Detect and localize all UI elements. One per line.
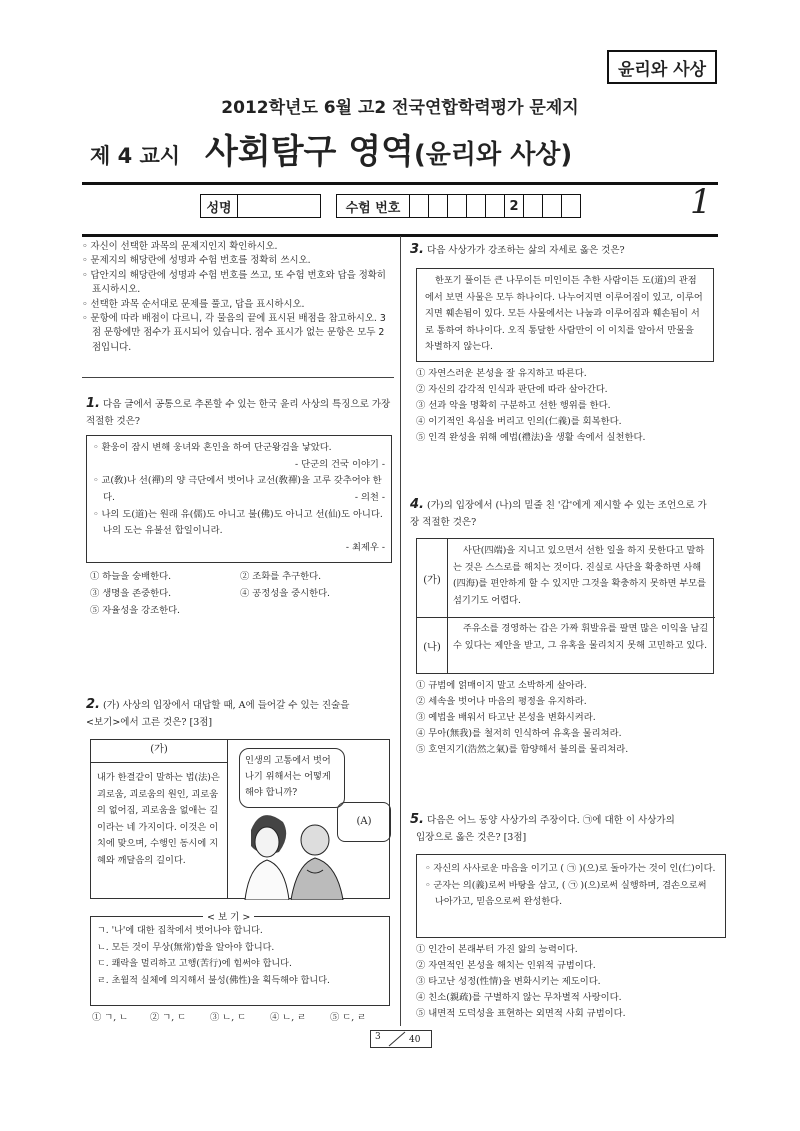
choice[interactable]: ① 자연스러운 본성을 잘 유지하고 따른다. <box>416 368 587 379</box>
question-number: 2. <box>86 697 100 712</box>
page-number: 1 <box>690 182 712 222</box>
exam-number-box <box>336 194 581 218</box>
question-text: <보기>에서 고른 것은? [3점] <box>86 717 213 728</box>
bubble-text: 인생의 고통에서 벗어나기 위해서는 어떻게 해야 합니까? <box>245 755 331 798</box>
q2-figure-box <box>90 739 390 899</box>
q5-item: ◦ 자신의 사사로운 마음을 이기고 ( ㉠ )(으)로 돌아가는 것이 인(仁)이다. <box>425 863 716 874</box>
choice[interactable]: ③ 선과 악을 명확히 구분하고 선한 행위를 한다. <box>416 400 611 411</box>
exam-number-label: 수험 번호 <box>337 195 410 217</box>
choice[interactable]: ⑤ 호연지기(浩然之氣)를 함양해서 불의를 물리쳐라. <box>416 744 629 755</box>
choice[interactable]: ④ 공정성을 중시한다. <box>240 588 331 599</box>
choice[interactable]: ⑤ ㄷ, ㄹ <box>330 1012 367 1023</box>
page-current: 3 <box>375 1032 381 1042</box>
exam-number-cell[interactable]: 2 <box>505 195 524 217</box>
choice[interactable]: ⑤ 인격 완성을 위해 예법(禮法)을 생활 속에서 실천한다. <box>416 432 646 443</box>
question-text: (가)의 입장에서 (나)의 밑줄 친 '갑'에게 제시할 수 있는 조언으로 가장 적절한 것은? <box>410 500 707 528</box>
slash-icon <box>371 1031 431 1047</box>
speech-bubble <box>239 748 345 808</box>
exam-number-cell[interactable] <box>524 195 543 217</box>
bogi-item: ㄷ. 쾌락을 멀리하고 고행(苦行)에 힘써야 합니다. <box>97 959 292 969</box>
choice[interactable]: ④ 친소(親疏)를 구별하지 않는 무차별적 사랑이다. <box>416 992 622 1003</box>
choice[interactable]: ③ 타고난 성정(性情)을 변화시키는 제도이다. <box>416 976 601 987</box>
bogi-box <box>90 912 390 1006</box>
question-number: 4. <box>410 497 424 512</box>
area-main: 사회탐구 영역 <box>205 132 414 172</box>
choice[interactable]: ② 조화를 추구한다. <box>240 571 322 582</box>
ga-text: 내가 한결같이 말하는 법(法)은 괴로움, 괴로움의 원인, 괴로움의 없어짐, 괴로움을 없애는 길이라는 네 가지이다. 이것은 이치에 맞으며, 수행인 동시에 지혜와 깨달음의 길이다. <box>97 772 220 866</box>
question-1 <box>86 395 394 430</box>
ga-label: (가) <box>417 539 448 618</box>
choice[interactable]: ③ 예법을 배워서 타고난 본성을 변화시켜라. <box>416 712 596 723</box>
exam-number-cell[interactable] <box>467 195 486 217</box>
instruction-item: ◦ 자신이 선택한 과목의 문제지인지 확인하시오. <box>82 241 278 252</box>
q5-source-box <box>416 854 726 938</box>
na-text: 주유소를 경영하는 갑은 가짜 휘발유를 팔면 많은 이익을 남길 수 있다는 제안을 받고, 그 유혹을 물리치지 못해 고민하고 있다. <box>453 623 709 651</box>
name-label: 성명 <box>201 195 238 217</box>
choice[interactable]: ② 자신의 감각적 인식과 판단에 따라 살아간다. <box>416 384 608 395</box>
choice[interactable]: ④ 무아(無我)를 철저히 인식하여 유혹을 물리쳐라. <box>416 728 622 739</box>
q1-item-source: - 최제우 - <box>345 541 385 553</box>
name-field[interactable] <box>238 195 320 217</box>
instructions-rule <box>82 377 394 378</box>
choice[interactable]: ① 인간이 본래부터 가진 앎의 능력이다. <box>416 944 578 955</box>
bogi-item: ㄹ. 초월적 실체에 의지해서 불성(佛性)을 획득해야 합니다. <box>97 975 330 986</box>
choice[interactable]: ④ ㄴ, ㄹ <box>270 1012 307 1023</box>
q3-passage-box <box>416 268 714 362</box>
ga-label: (가) <box>91 740 228 763</box>
column-divider <box>400 236 401 1026</box>
answer-bubble-a: (A) <box>337 802 391 842</box>
choice[interactable]: ③ 생명을 존중한다. <box>90 588 172 599</box>
question-4 <box>410 496 715 531</box>
bogi-item: ㄱ. '나'에 대한 집착에서 벗어나야 합니다. <box>97 926 263 936</box>
exam-number-cell[interactable] <box>486 195 505 217</box>
area-title <box>205 124 572 173</box>
question-text: 입장으로 옳은 것은? [3점] <box>416 832 527 843</box>
choice[interactable]: ① 규범에 얽매이지 말고 소박하게 살아라. <box>416 680 587 691</box>
q3-passage: 한포기 풀이든 큰 나무이든 미인이든 추한 사람이든 도(道)의 관점에서 보면 사물은 모두 하나이다. 나누어지면 이루어짐이 있고, 이루어지면 훼손됨이 있다. 모든 사물에서는 나눔과 이루어짐과 훼손됨이 서로 통하여 하나이다. 오직 통달한 사람만이 이 이치를 알아서 만물을 차별하지 않는다. <box>425 275 703 352</box>
question-number: 1. <box>86 396 100 411</box>
page-total: 40 <box>409 1035 421 1045</box>
q1-item: ◦ 교(敎)나 선(禪)의 양 극단에서 벗어나 교선(敎禪)을 고루 갖추어야 한다. <box>93 475 382 503</box>
choice[interactable]: ① 하늘을 숭배한다. <box>90 571 172 582</box>
bogi-item: ㄴ. 모든 것이 무상(無常)함을 알아야 합니다. <box>97 942 275 953</box>
q1-item: ◦ 나의 도(道)는 원래 유(儒)도 아니고 불(佛)도 아니고 선(仙)도 아니다. 나의 도는 유불선 합일이니라. <box>93 508 383 536</box>
instruction-item: ◦ 문제지의 해당란에 성명과 수험 번호를 정확히 쓰시오. <box>82 255 311 267</box>
question-text: (가) 사상의 입장에서 대답할 때, A에 들어갈 수 있는 진술을 <box>103 700 350 711</box>
choice[interactable]: ② 세속을 벗어나 마음의 평정을 유지하라. <box>416 696 587 707</box>
question-number: 3. <box>410 242 424 257</box>
instruction-item: ◦ 선택한 과목 순서대로 문제를 풀고, 답을 표시하시오. <box>82 298 305 310</box>
q1-item-source: - 단군의 건국 이야기 - <box>295 458 385 470</box>
question-text: 다음은 어느 동양 사상가의 주장이다. ㉠에 대한 이 사상가의 <box>427 815 675 826</box>
instruction-item: ◦ 문항에 따라 배점이 다르니, 각 물음의 끝에 표시된 배점을 참고하시오. 3점 문항에만 점수가 표시되어 있습니다. 점수 표시가 없는 문항은 모두 2점입니다. <box>82 313 386 353</box>
choice[interactable]: ⑤ 자율성을 강조한다. <box>90 605 181 616</box>
q5-item: ◦ 군자는 의(義)로써 바탕을 삼고, ( ㉠ )(으)로써 실행하며, 겸손으로써 나아가고, 믿음으로써 완성한다. <box>425 879 707 907</box>
choice[interactable]: ② ㄱ, ㄷ <box>150 1012 187 1023</box>
choice[interactable]: ① ㄱ, ㄴ <box>92 1012 129 1023</box>
instruction-item: ◦ 답안지의 해당란에 성명과 수험 번호를 쓰고, 또 수험 번호와 답을 정확히 표시하시오. <box>82 269 386 296</box>
instructions <box>82 240 392 355</box>
q1-item-source: - 의천 - <box>354 492 385 503</box>
question-2 <box>86 696 396 731</box>
page-counter <box>370 1030 432 1048</box>
choice[interactable]: ⑤ 내면적 도덕성을 표현하는 외면적 사회 규범이다. <box>416 1008 626 1019</box>
exam-number-cell[interactable] <box>562 195 580 217</box>
question-3 <box>410 241 715 259</box>
q1-source-box <box>86 435 392 563</box>
area-sub: (윤리와 사상) <box>413 140 573 170</box>
exam-title: 2012학년도 6월 고2 전국연합학력평가 문제지 <box>221 98 579 118</box>
exam-number-cell[interactable] <box>429 195 448 217</box>
na-label: (나) <box>417 617 448 673</box>
q4-table <box>416 538 714 674</box>
name-box <box>200 194 321 218</box>
exam-number-cell[interactable] <box>543 195 562 217</box>
choice[interactable]: ② 자연적인 본성을 해치는 인위적 규범이다. <box>416 960 596 971</box>
bogi-label: < 보 기 > <box>203 909 254 923</box>
subject-box: 윤리와 사상 <box>607 50 717 84</box>
choice[interactable]: ④ 이기적인 욕심을 버리고 인의(仁義)를 회복한다. <box>416 416 622 427</box>
question-text: 다음 사상가가 강조하는 삶의 자세로 옳은 것은? <box>427 245 625 256</box>
q1-item: ◦ 환웅이 잠시 변해 웅녀와 혼인을 하여 단군왕검을 낳았다. <box>93 442 332 453</box>
question-number: 5. <box>410 812 424 827</box>
exam-number-cell[interactable] <box>410 195 429 217</box>
session-label: 제 4 교시 <box>90 144 181 168</box>
question-text: 다음 글에서 공통으로 추론할 수 있는 한국 윤리 사상의 특징으로 가장 적절한 것은? <box>86 399 391 427</box>
student-and-monk-illustration-icon <box>231 800 351 900</box>
exam-number-cell[interactable] <box>448 195 467 217</box>
header-rule <box>82 182 718 185</box>
choice[interactable]: ③ ㄴ, ㄷ <box>210 1012 247 1023</box>
ga-text: 사단(四端)을 지니고 있으면서 선한 일을 하지 못한다고 말하는 것은 스스로를 해치는 것이다. 진실로 사단을 확충하면 사해(四海)를 편안하게 할 수 있지만 그것을 확충하지 못하면 부모를 섬기기도 어렵다. <box>453 545 707 606</box>
question-5 <box>410 811 720 846</box>
